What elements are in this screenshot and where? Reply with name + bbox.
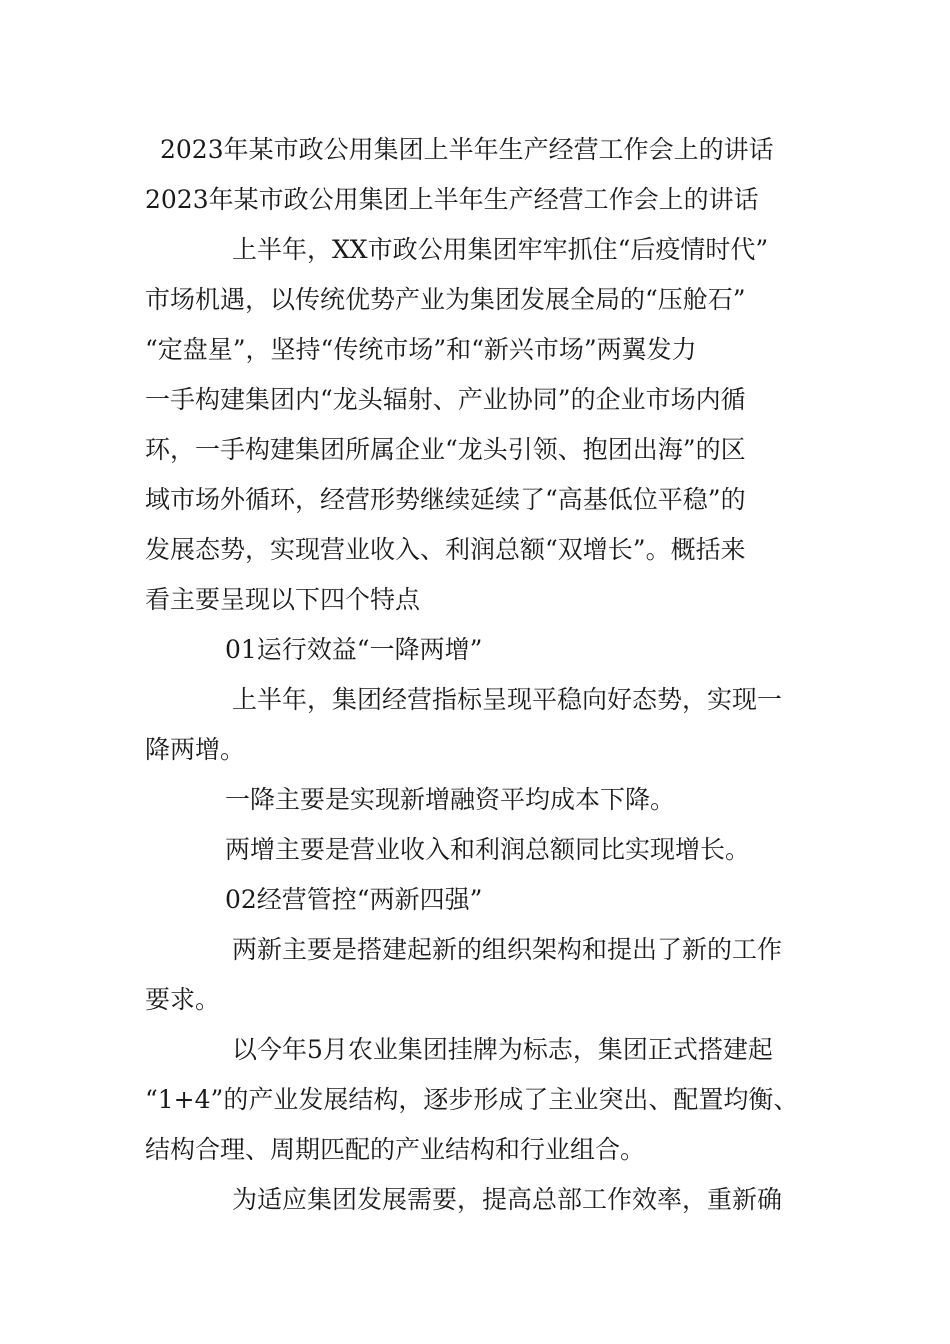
section-heading: 01运行效益“一降两增” xyxy=(225,635,483,664)
paragraph-line: 发展态势，实现营业收入、利润总额“双增长”。概括来 xyxy=(145,535,746,564)
paragraph-line: 一降主要是实现新增融资平均成本下降。 xyxy=(225,785,676,814)
paragraph-line: 降两增。 xyxy=(145,735,246,764)
paragraph-line: 两增主要是营业收入和利润总额同比实现增长。 xyxy=(225,835,751,864)
section-heading: 02经营管控“两新四强” xyxy=(225,885,483,914)
paragraph-line: 环，一手构建集团所属企业“龙头引领、抱团出海”的区 xyxy=(145,435,746,464)
paragraph-line: 以今年5月农业集团挂牌为标志，集团正式搭建起 xyxy=(232,1035,773,1064)
paragraph-line: 要求。 xyxy=(145,985,221,1014)
paragraph-line: 域市场外循环，经营形势继续延续了“高基低位平稳”的 xyxy=(145,485,746,514)
paragraph-line: 看主要呈现以下四个特点 xyxy=(145,585,421,614)
paragraph-line: 上半年，集团经营指标呈现平稳向好态势，实现一 xyxy=(232,685,783,714)
paragraph-line: 为适应集团发展需要，提高总部工作效率，重新确 xyxy=(232,1185,783,1214)
paragraph-line: 两新主要是搭建起新的组织架构和提出了新的工作 xyxy=(232,935,783,964)
document-title-line-1: 2023年某市政公用集团上半年生产经营工作会上的讲话 xyxy=(160,135,774,164)
paragraph-line: “定盘星”，坚持“传统市场”和“新兴市场”两翼发力 xyxy=(145,335,697,364)
paragraph-line: 上半年，XX市政公用集团牢牢抓住“后疫情时代” xyxy=(232,235,769,264)
document-title-line-2: 2023年某市政公用集团上半年生产经营工作会上的讲话 xyxy=(145,185,759,214)
paragraph-line: 结构合理、周期匹配的产业结构和行业组合。 xyxy=(145,1135,646,1164)
paragraph-line: 市场机遇，以传统优势产业为集团发展全局的“压舱石” xyxy=(145,285,746,314)
paragraph-line: 一手构建集团内“龙头辐射、产业协同”的企业市场内循 xyxy=(145,385,746,414)
paragraph-line: “1+4”的产业发展结构，逐步形成了主业突出、配置均衡、 xyxy=(145,1085,799,1114)
